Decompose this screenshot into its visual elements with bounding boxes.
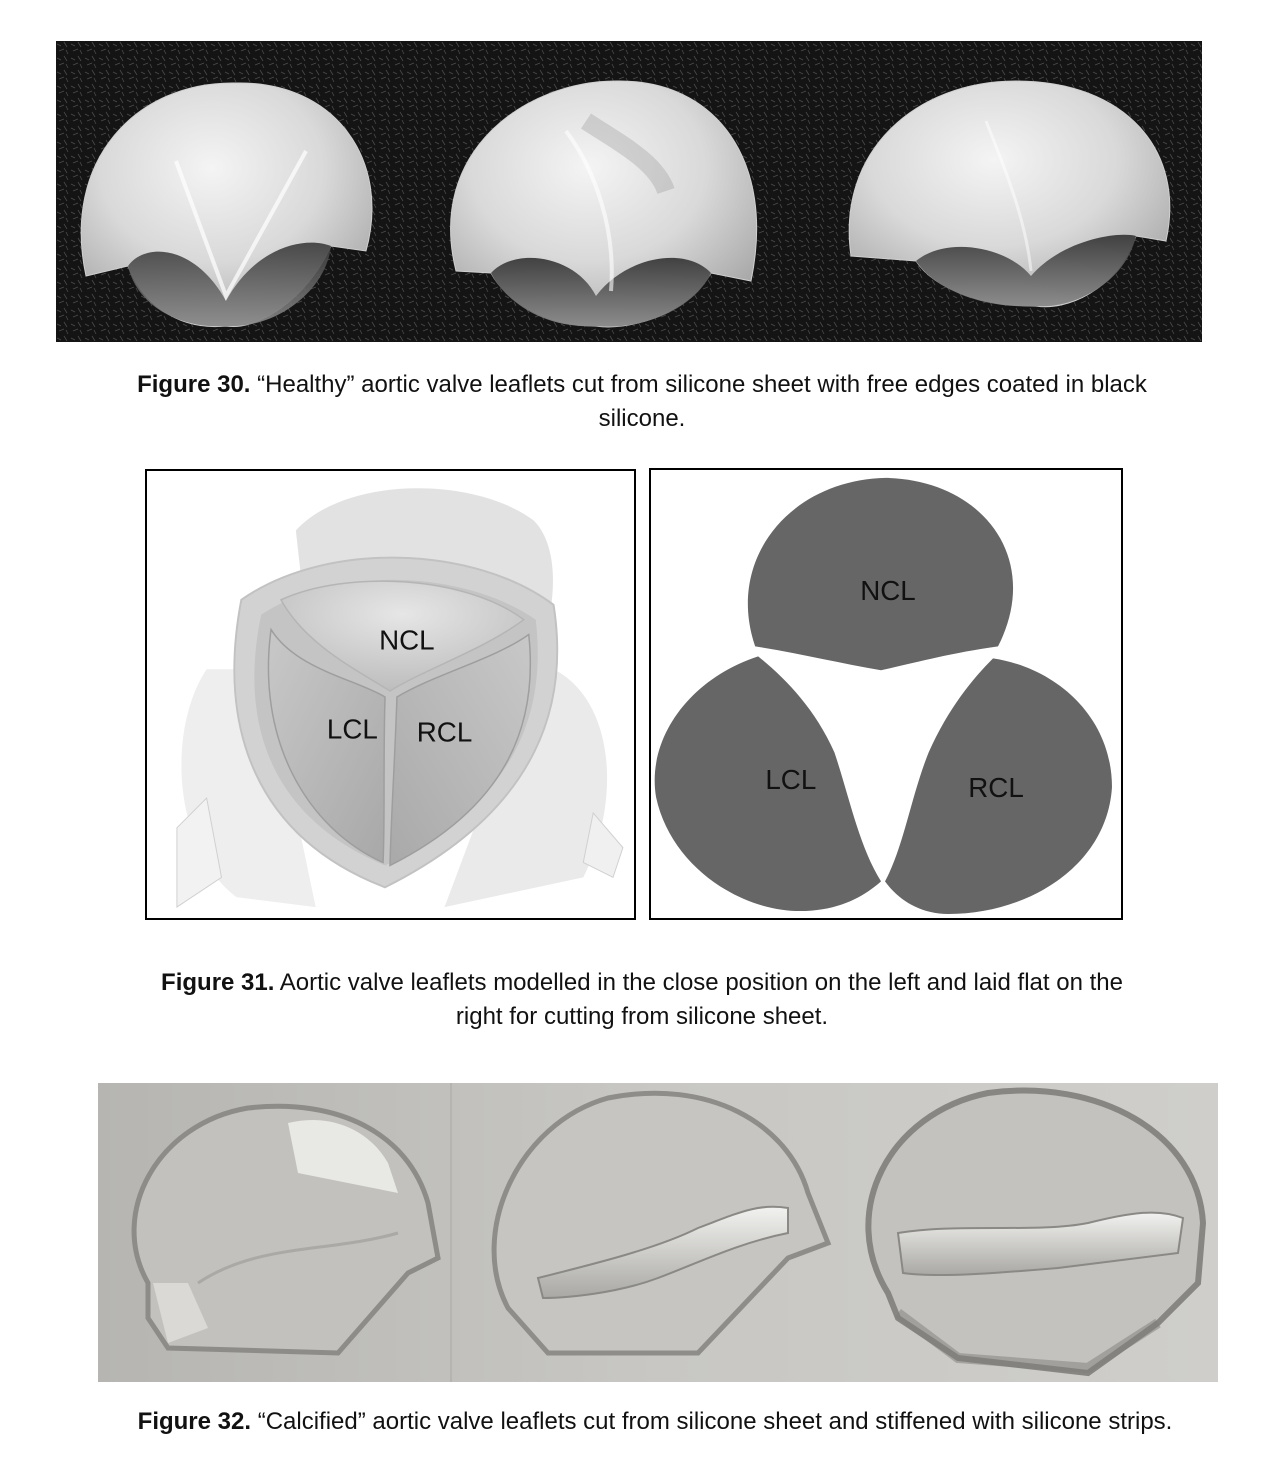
right-panel-label-ncl: NCL bbox=[860, 574, 916, 606]
figure-31-label: Figure 31. bbox=[161, 969, 275, 996]
photo-seam-1 bbox=[450, 1083, 452, 1382]
left-panel-label-ncl: NCL bbox=[379, 624, 435, 656]
right-panel-label-rcl: RCL bbox=[968, 772, 1024, 804]
right-panel-label-lcl: LCL bbox=[765, 764, 817, 796]
figure-30-text-line1: “Healthy” aortic valve leaflets cut from silicone sheet with free edges coated in black bbox=[257, 371, 1147, 398]
figure-30-text-line2: silicone. bbox=[598, 405, 686, 432]
figure-31-text-line2: right for cutting from silicone sheet. bbox=[455, 1003, 829, 1030]
figure-30-label: Figure 30. bbox=[137, 371, 251, 398]
flat-leaflet-pattern bbox=[651, 470, 1121, 918]
figure-30-photo bbox=[56, 41, 1202, 342]
figure-30-caption bbox=[40, 368, 1244, 436]
figure-31-text-line1: Aortic valve leaflets modelled in the close position on the left and laid flat on the bbox=[279, 969, 1123, 996]
figure-31-caption bbox=[40, 966, 1244, 1034]
left-panel-label-rcl: RCL bbox=[416, 716, 473, 748]
figure-30-image bbox=[56, 41, 1202, 342]
figure-31-left-panel bbox=[145, 469, 636, 920]
calcified-leaflet-3 bbox=[868, 1091, 1203, 1373]
figure-32-image bbox=[98, 1083, 1218, 1382]
figure-31-right-panel bbox=[649, 468, 1123, 920]
left-panel-label-lcl: LCL bbox=[326, 713, 378, 745]
figure-32-caption bbox=[40, 1405, 1270, 1439]
figure-32-text: “Calcified” aortic valve leaflets cut from silicone sheet and stiffened with silicone strips. bbox=[257, 1408, 1173, 1435]
closed-valve-model bbox=[147, 471, 634, 918]
figure-32-photo bbox=[98, 1083, 1218, 1382]
figure-32-label: Figure 32. bbox=[137, 1408, 252, 1435]
